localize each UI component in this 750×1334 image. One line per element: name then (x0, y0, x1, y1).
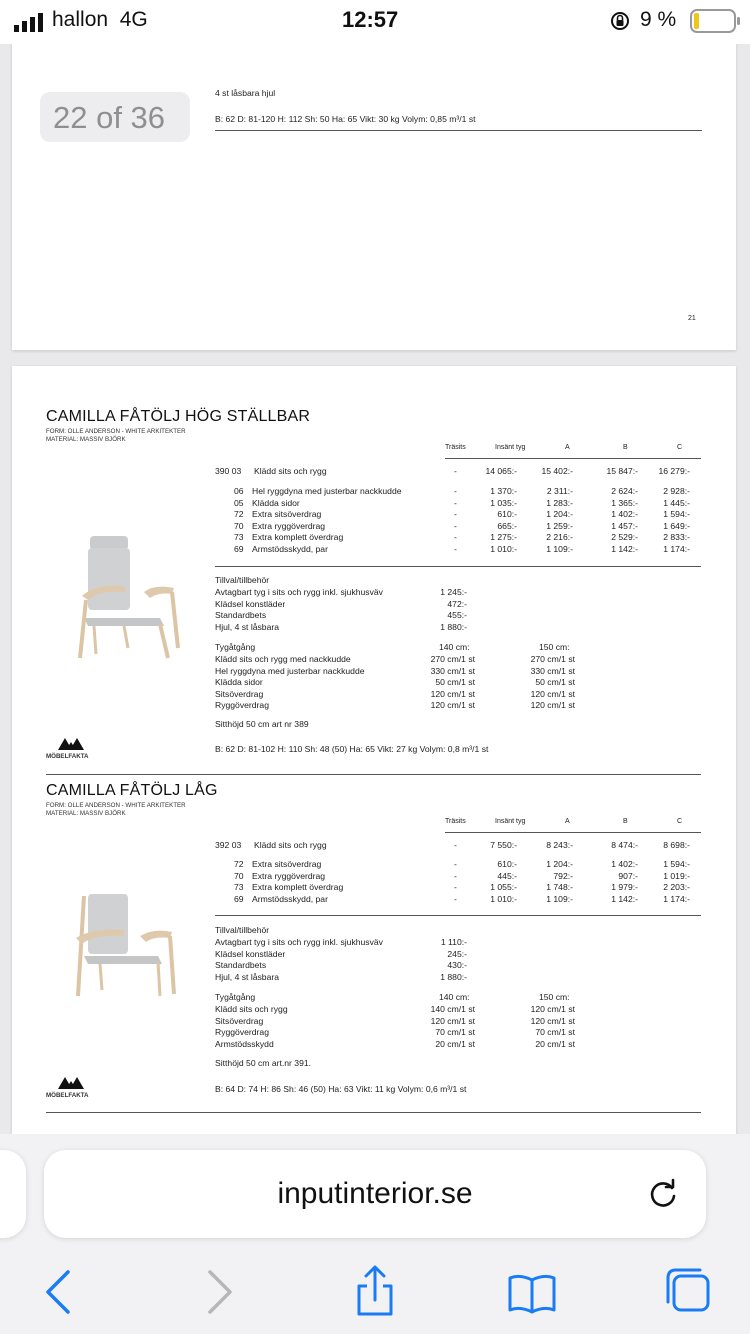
divider (215, 915, 701, 916)
row-trasits: - (454, 520, 457, 531)
page-indicator: 22 of 36 (40, 92, 190, 142)
row-insant: 1 370:- (490, 486, 517, 496)
fabric-150: 270 cm/1 st (530, 654, 575, 664)
row-b: 1 142:- (611, 893, 638, 904)
fabric-name: Klädd sits och rygg med nackkudde (215, 654, 351, 664)
row-insant: 14 065:- (485, 466, 517, 476)
row-insant: 7 550:- (490, 840, 517, 850)
col-header-trasits: Träsits (445, 818, 466, 825)
signal-icon (14, 12, 48, 32)
col-header-insant: Insänt tyg (495, 818, 526, 825)
row-b: 2 529:- (611, 532, 638, 542)
logo-text: MÖBELFAKTA (46, 1092, 89, 1099)
row-code: 392 03 (215, 840, 242, 850)
divider (445, 458, 701, 459)
option-price: 1 245:- (440, 587, 467, 597)
row-a: 8 243:- (546, 840, 573, 850)
option-name: Klädsel konstläder (215, 948, 286, 959)
row-insant: 1 035:- (490, 497, 517, 508)
orientation-lock-icon (609, 10, 631, 32)
fabric-150: 120 cm/1 st (530, 1015, 575, 1026)
col-header-a: A (565, 818, 570, 825)
dimensions-line: B: 64 D: 74 H: 86 Sh: 46 (50) Ha: 63 Vikt: 11 kg Volym: 0,6 m³/1 st (215, 1084, 467, 1094)
row-code: 72 (234, 509, 244, 519)
row-insant: 1 010:- (490, 893, 517, 904)
row-trasits: - (454, 893, 457, 904)
divider (445, 832, 701, 833)
row-a: 1 204:- (546, 509, 573, 519)
options-heading: Tillval/tillbehör (215, 575, 270, 585)
option-price: 430:- (447, 960, 467, 970)
dimensions-line: B: 62 D: 81-120 H: 112 Sh: 50 Ha: 65 Vikt: 30 kg Volym: 0,85 m³/1 st (215, 114, 476, 124)
fabric-140-heading: 140 cm: (439, 992, 470, 1002)
row-c: 1 594:- (663, 859, 690, 869)
row-name: Extra komplett överdrag (252, 532, 344, 542)
row-a: 1 109:- (546, 543, 573, 554)
col-header-b: B (623, 444, 628, 451)
row-name: Klädd sits och rygg (254, 466, 327, 476)
seat-height-note: Sitthöjd 50 cm art nr 389 (215, 719, 309, 729)
option-price: 455:- (447, 610, 467, 620)
col-header-insant: Insänt tyg (495, 444, 526, 451)
product-material: MATERIAL: MASSIV BJÖRK (46, 810, 126, 817)
row-trasits: - (454, 840, 457, 850)
fabric-150: 70 cm/1 st (535, 1027, 575, 1037)
row-code: 73 (234, 882, 244, 892)
forward-icon[interactable] (190, 1262, 250, 1322)
row-c: 1 649:- (663, 520, 690, 531)
row-insant: 610:- (497, 859, 517, 869)
fabric-150: 20 cm/1 st (535, 1038, 575, 1049)
row-code: 70 (234, 520, 244, 531)
fabric-name: Ryggöverdrag (215, 700, 269, 710)
row-c: 2 833:- (663, 532, 690, 542)
fabric-140: 120 cm/1 st (430, 688, 475, 699)
col-header-c: C (677, 818, 683, 825)
row-a: 1 259:- (546, 520, 573, 531)
product-form: FORM: OLLE ANDERSON - WHITE ARKITEKTER (46, 428, 186, 435)
battery-percent: 9 % (640, 8, 677, 31)
option-price: 1 880:- (440, 971, 467, 982)
row-trasits: - (454, 543, 457, 554)
option-name: Klädsel konstläder (215, 598, 286, 609)
row-name: Extra ryggöverdrag (252, 520, 326, 531)
row-c: 16 279:- (658, 466, 690, 476)
fabric-name: Sitsöverdrag (215, 688, 264, 699)
fabric-name: Sitsöverdrag (215, 1015, 264, 1026)
row-trasits: - (454, 532, 457, 542)
row-name: Klädd sits och rygg (254, 840, 327, 850)
row-name: Extra ryggöverdrag (252, 870, 326, 881)
option-name: Standardbets (215, 610, 267, 620)
row-trasits: - (454, 882, 457, 892)
option-price: 245:- (447, 948, 467, 959)
row-insant: 1 010:- (490, 543, 517, 554)
row-b: 1 979:- (611, 882, 638, 892)
col-header-a: A (565, 444, 570, 451)
row-name: Extra sitsöverdrag (252, 859, 322, 869)
row-b: 1 365:- (611, 497, 638, 508)
previous-tab-card[interactable] (0, 1150, 26, 1238)
row-c: 1 174:- (663, 893, 690, 904)
fabric-name: Hel ryggdyna med justerbar nackkudde (215, 665, 365, 676)
row-c: 2 203:- (663, 882, 690, 892)
mobelfakta-logo-icon (56, 735, 96, 751)
row-name: Armstödsskydd, par (252, 893, 328, 904)
divider (46, 1112, 701, 1113)
carrier-label: hallon 4G (52, 8, 148, 31)
wheels-note: 4 st låsbara hjul (215, 88, 276, 98)
share-icon[interactable] (345, 1262, 405, 1322)
option-name: Hjul, 4 st låsbara (215, 971, 280, 982)
row-a: 2 216:- (546, 532, 573, 542)
product-material: MATERIAL: MASSIV BJÖRK (46, 436, 126, 443)
row-b: 1 402:- (611, 509, 638, 519)
battery-icon (690, 9, 742, 34)
row-code: 69 (234, 893, 244, 904)
fabric-140: 140 cm/1 st (430, 1004, 475, 1014)
row-trasits: - (454, 497, 457, 508)
row-trasits: - (454, 466, 457, 476)
row-code: 73 (234, 532, 244, 542)
status-bar (0, 0, 750, 44)
row-code: 69 (234, 543, 244, 554)
row-b: 1 142:- (611, 543, 638, 554)
row-insant: 1 275:- (490, 532, 517, 542)
seat-height-note: Sitthöjd 50 cm art.nr 391. (215, 1058, 312, 1068)
page-number: 21 (688, 315, 696, 322)
row-a: 1 204:- (546, 859, 573, 869)
product-title: CAMILLA FÅTÖLJ LÅG (46, 782, 218, 799)
row-a: 792:- (553, 870, 573, 881)
fabric-150: 120 cm/1 st (530, 1004, 575, 1014)
row-name: Extra komplett överdrag (252, 882, 344, 892)
product-title: CAMILLA FÅTÖLJ HÖG STÄLLBAR (46, 408, 311, 425)
option-price: 1 110:- (440, 937, 467, 947)
row-c: 1 594:- (663, 509, 690, 519)
row-name: Klädda sidor (252, 497, 300, 508)
option-name: Avtagbart tyg i sits och rygg inkl. sjukhusväv (215, 587, 383, 597)
fabric-150-heading: 150 cm: (539, 992, 570, 1002)
divider (46, 774, 701, 775)
fabric-140: 120 cm/1 st (430, 1015, 475, 1026)
row-c: 1 445:- (663, 497, 690, 508)
reload-icon[interactable] (645, 1176, 681, 1212)
row-a: 15 402:- (541, 466, 573, 476)
fabric-150: 120 cm/1 st (530, 688, 575, 699)
armchair-low-image (70, 886, 180, 1006)
option-name: Hjul, 4 st låsbara (215, 621, 280, 632)
fabric-heading: Tygåtgång (215, 642, 256, 652)
row-insant: 665:- (497, 520, 517, 531)
row-b: 8 474:- (611, 840, 638, 850)
option-name: Avtagbart tyg i sits och rygg inkl. sjukhusväv (215, 937, 383, 947)
product-form: FORM: OLLE ANDERSON - WHITE ARKITEKTER (46, 802, 186, 809)
fabric-heading: Tygåtgång (215, 992, 256, 1002)
row-b: 15 847:- (606, 466, 638, 476)
row-code: 72 (234, 859, 244, 869)
fabric-name: Armstödsskydd (215, 1038, 274, 1049)
row-code: 390 03 (215, 466, 242, 476)
row-insant: 1 055:- (490, 882, 517, 892)
mobelfakta-logo-icon (56, 1074, 96, 1090)
option-price: 472:- (447, 598, 467, 609)
fabric-name: Ryggöverdrag (215, 1027, 269, 1037)
row-a: 1 748:- (546, 882, 573, 892)
dimensions-line: B: 62 D: 81-102 H: 110 Sh: 48 (50) Ha: 65 Vikt: 27 kg Volym: 0,8 m³/1 st (215, 744, 489, 754)
pdf-viewer[interactable] (0, 44, 750, 1134)
option-price: 1 880:- (440, 621, 467, 632)
fabric-150: 50 cm/1 st (535, 677, 575, 687)
row-a: 1 283:- (546, 497, 573, 508)
logo-text: MÖBELFAKTA (46, 753, 89, 760)
fabric-140: 20 cm/1 st (435, 1038, 475, 1049)
option-name: Standardbets (215, 960, 267, 970)
row-insant: 610:- (497, 509, 517, 519)
fabric-name: Klädda sidor (215, 677, 263, 687)
row-b: 1 402:- (611, 859, 638, 869)
divider (215, 566, 701, 567)
clock: 12:57 (342, 7, 399, 32)
row-trasits: - (454, 486, 457, 496)
row-code: 05 (234, 497, 244, 508)
pdf-page-current (12, 366, 736, 1134)
back-icon[interactable] (28, 1262, 88, 1322)
row-c: 8 698:- (663, 840, 690, 850)
row-a: 2 311:- (546, 486, 573, 496)
row-b: 1 457:- (611, 520, 638, 531)
armchair-high-image (74, 526, 184, 666)
fabric-150-heading: 150 cm: (539, 642, 570, 652)
fabric-name: Klädd sits och rygg (215, 1004, 288, 1014)
row-c: 1 019:- (663, 870, 690, 881)
row-name: Armstödsskydd, par (252, 543, 328, 554)
row-b: 2 624:- (611, 486, 638, 496)
pdf-page-previous (12, 44, 736, 350)
row-code: 06 (234, 486, 244, 496)
fabric-140: 50 cm/1 st (435, 677, 475, 687)
row-trasits: - (454, 859, 457, 869)
divider (215, 130, 702, 131)
row-a: 1 109:- (546, 893, 573, 904)
fabric-150: 120 cm/1 st (530, 700, 575, 710)
row-insant: 445:- (497, 870, 517, 881)
col-header-b: B (623, 818, 628, 825)
tabs-icon[interactable] (658, 1262, 718, 1322)
row-name: Extra sitsöverdrag (252, 509, 322, 519)
fabric-150: 330 cm/1 st (530, 665, 575, 676)
url-text[interactable]: inputinterior.se (277, 1177, 473, 1210)
row-trasits: - (454, 509, 457, 519)
col-header-trasits: Träsits (445, 444, 466, 451)
row-c: 2 928:- (663, 486, 690, 496)
fabric-140: 330 cm/1 st (430, 665, 475, 676)
fabric-140: 270 cm/1 st (430, 654, 475, 664)
fabric-140: 120 cm/1 st (430, 700, 475, 710)
row-b: 907:- (618, 870, 638, 881)
row-trasits: - (454, 870, 457, 881)
row-c: 1 174:- (663, 543, 690, 554)
bookmarks-icon[interactable] (502, 1262, 562, 1322)
fabric-140-heading: 140 cm: (439, 642, 470, 652)
fabric-140: 70 cm/1 st (435, 1027, 475, 1037)
options-heading: Tillval/tillbehör (215, 925, 270, 935)
row-code: 70 (234, 870, 244, 881)
col-header-c: C (677, 444, 683, 451)
row-name: Hel ryggdyna med justerbar nackkudde (252, 486, 402, 496)
